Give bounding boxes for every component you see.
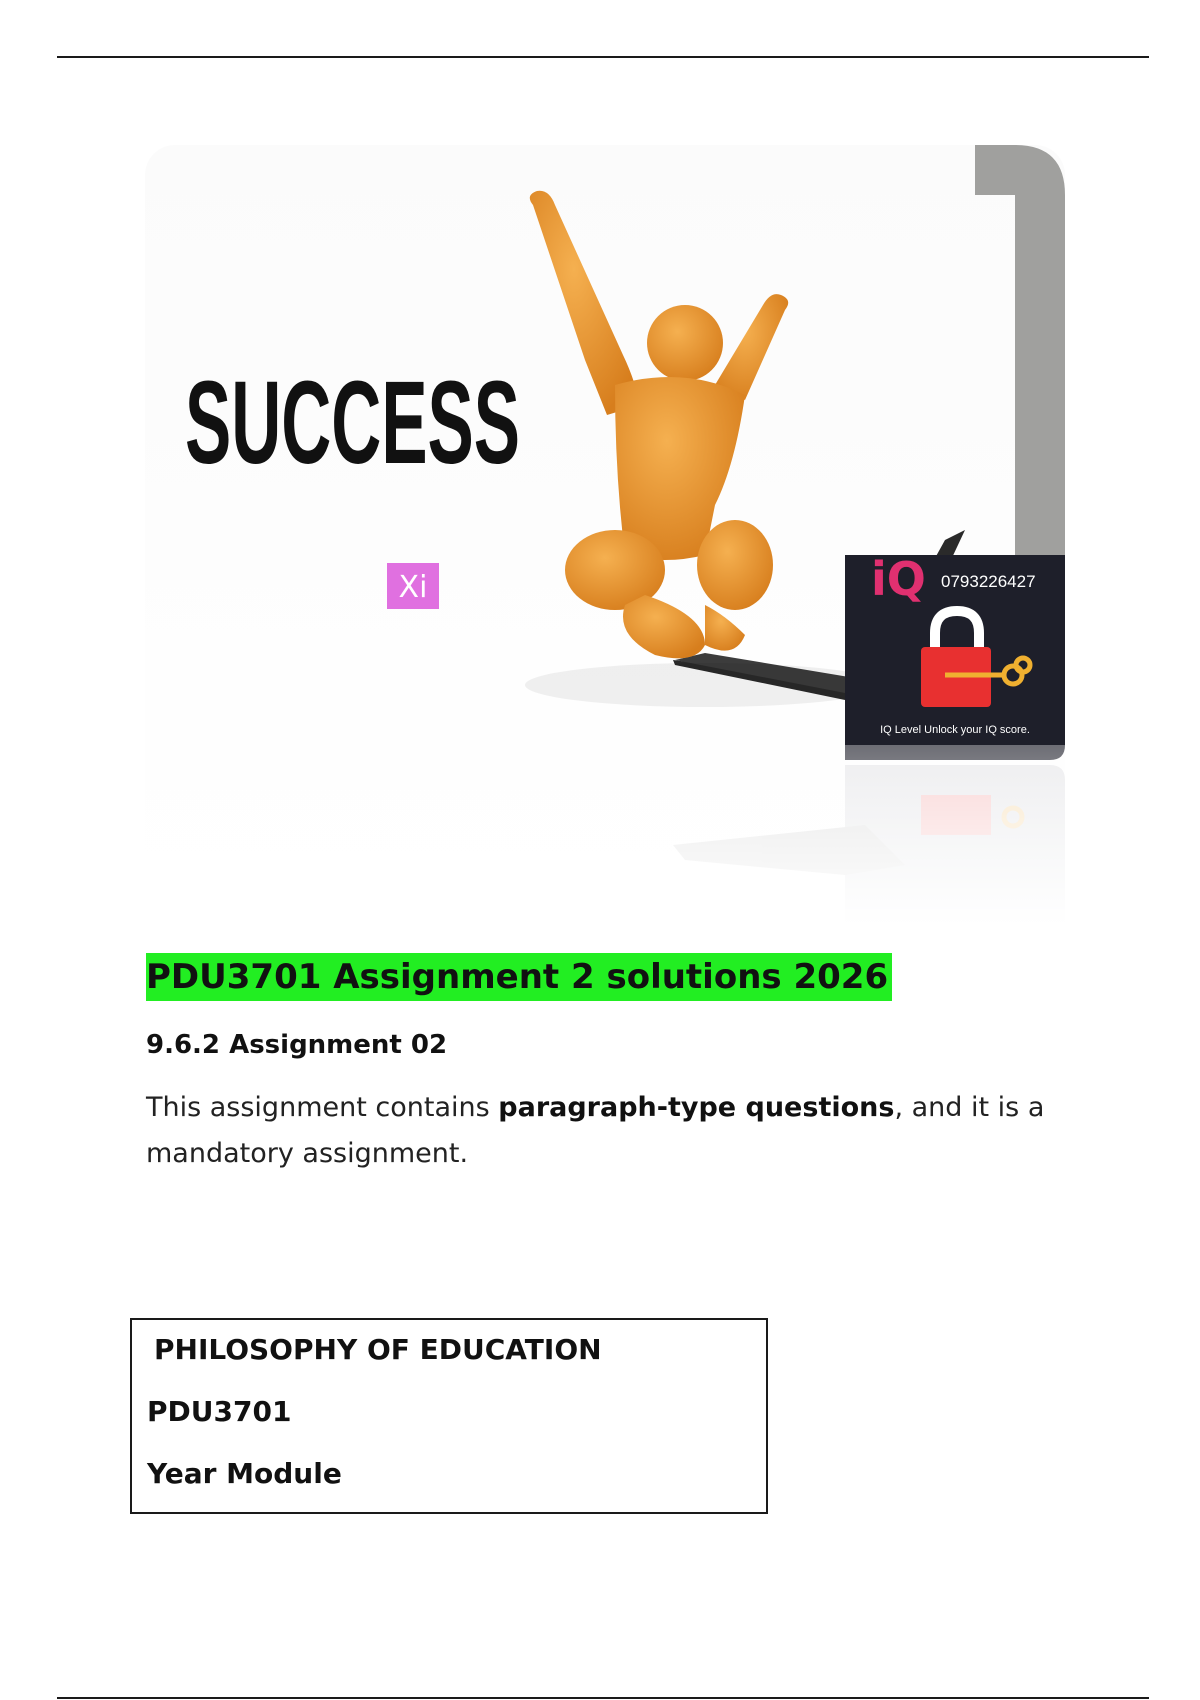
phone-number: 0793226427 [941, 572, 1036, 591]
module-code: PDU3701 [147, 1395, 292, 1428]
iq-logo [845, 552, 1065, 760]
section-subheading: 9.6.2 Assignment 02 [146, 1030, 448, 1060]
svg-text:Xi: Xi [398, 570, 428, 605]
assignment-description [146, 1085, 1066, 1177]
bottom-rule [57, 1697, 1149, 1699]
xi-badge [387, 563, 439, 609]
svg-text:iQ: iQ [871, 552, 926, 606]
success-illustration [145, 145, 1065, 925]
top-rule [57, 56, 1149, 58]
iq-tagline: IQ Level Unlock your IQ score. [880, 724, 1030, 736]
success-word: SUCCESS [185, 357, 520, 489]
module-info-box [130, 1318, 768, 1514]
module-duration: Year Module [147, 1457, 342, 1490]
hero-image [145, 145, 1065, 925]
description-text: This assignment contains [146, 1092, 499, 1123]
description-emphasis: paragraph-type questions [498, 1092, 895, 1123]
module-title: PHILOSOPHY OF EDUCATION [154, 1333, 602, 1366]
assignment-heading: PDU3701 Assignment 2 solutions 2026 [146, 953, 892, 1001]
description-text-end: , and it is a mandatory assignment. [146, 1092, 1045, 1169]
